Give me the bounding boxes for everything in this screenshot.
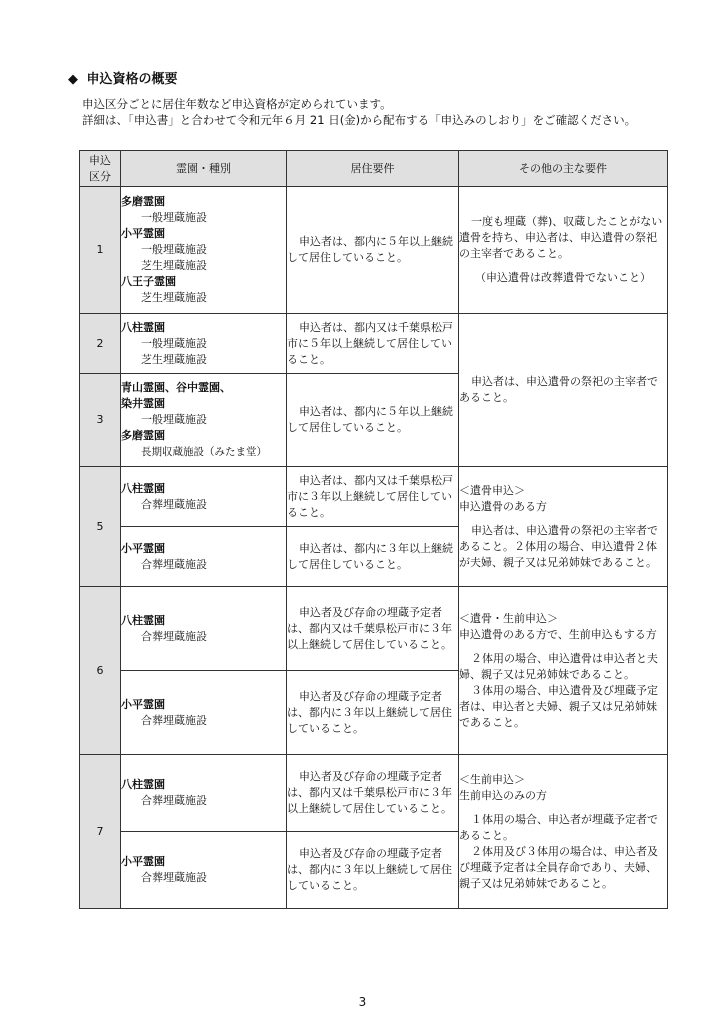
cemetery-cell: 青山霊園、谷中霊園、 染井霊園 一般埋蔵施設 多磨霊園 長期収蔵施設（みたま堂） xyxy=(121,374,287,467)
requirements-table xyxy=(79,150,668,909)
table-row xyxy=(80,314,668,374)
other-cell-shared: 申込者は、申込遺骨の祭祀の主宰者であること。 xyxy=(459,314,668,467)
intro-text xyxy=(66,96,666,128)
residence-cell: 申込者は、都内又は千葉県松戸市に３年以上継続して居住していること。 xyxy=(287,467,459,527)
other-cell: ＜生前申込＞ 生前申込のみの方 １体用の場合、申込者が埋蔵予定者であること。 ２体用及び３体用の場合は、申込者及び埋蔵予定者は全員存命であり、夫婦、親子又は兄弟姉妹であること。 xyxy=(459,755,668,909)
section-title: 申込資格の概要 xyxy=(86,72,178,87)
other-cell: ＜遺骨申込＞ 申込遺骨のある方 申込者は、申込遺骨の祭祀の主宰者であること。２体用の場合、申込遺骨２体が夫婦、親子又は兄弟姉妹であること。 xyxy=(459,467,668,587)
header-cemetery: 霊園・種別 xyxy=(121,151,287,187)
table-row xyxy=(80,187,668,314)
table-header-row xyxy=(80,151,668,187)
residence-cell: 申込者及び存命の埋蔵予定者は、都内又は千葉県松戸市に３年以上継続して居住していること。 xyxy=(287,587,459,671)
cemetery-cell: 小平霊園 合葬埋蔵施設 xyxy=(121,671,287,755)
row-number: 5 xyxy=(80,467,121,587)
row-number: 3 xyxy=(80,374,121,467)
section-heading xyxy=(68,68,178,87)
cemetery-cell: 八柱霊園 合葬埋蔵施設 xyxy=(121,587,287,671)
intro-line-1: 申込区分ごとに居住年数など申込資格が定められています。 xyxy=(82,97,392,111)
header-other: その他の主な要件 xyxy=(459,151,668,187)
intro-line-2: 詳細は、「申込書」と合わせて令和元年６月 21 日(金)から配布する「申込みのしおり」をご確認ください。 xyxy=(82,113,637,127)
row-number: 2 xyxy=(80,314,121,374)
row-number: 6 xyxy=(80,587,121,755)
residence-cell: 申込者は、都内又は千葉県松戸市に５年以上継続して居住していること。 xyxy=(287,314,459,374)
table-row xyxy=(80,587,668,671)
cemetery-cell: 八柱霊園 合葬埋蔵施設 xyxy=(121,467,287,527)
row-number: 1 xyxy=(80,187,121,314)
residence-cell: 申込者は、都内に５年以上継続して居住していること。 xyxy=(287,187,459,314)
cemetery-cell: 多磨霊園 一般埋蔵施設 小平霊園 一般埋蔵施設 芝生埋蔵施設 八王子霊園 芝生埋蔵施設 xyxy=(121,187,287,314)
cemetery-cell: 小平霊園 合葬埋蔵施設 xyxy=(121,527,287,587)
header-residence: 居住要件 xyxy=(287,151,459,187)
residence-cell: 申込者は、都内に３年以上継続して居住していること。 xyxy=(287,527,459,587)
residence-cell: 申込者及び存命の埋蔵予定者は、都内又は千葉県松戸市に３年以上継続して居住していること。 xyxy=(287,755,459,832)
table-row xyxy=(80,467,668,527)
table-row xyxy=(80,755,668,832)
residence-cell: 申込者及び存命の埋蔵予定者は、都内に３年以上継続して居住していること。 xyxy=(287,671,459,755)
header-category: 申込 区分 xyxy=(80,151,121,187)
residence-cell: 申込者及び存命の埋蔵予定者は、都内に３年以上継続して居住していること。 xyxy=(287,832,459,909)
cemetery-cell: 八柱霊園 合葬埋蔵施設 xyxy=(121,755,287,832)
diamond-icon: ◆ xyxy=(68,72,78,87)
page-number: 3 xyxy=(358,995,367,1009)
other-cell: ＜遺骨・生前申込＞ 申込遺骨のある方で、生前申込もする方 ２体用の場合、申込遺骨は申込者と夫婦、親子又は兄弟姉妹であること。 ３体用の場合、申込遺骨及び埋蔵予定者は、申込者と夫婦、親子又は兄弟姉妹であること。 xyxy=(459,587,668,755)
row-number: 7 xyxy=(80,755,121,909)
other-cell: 一度も埋蔵（葬)、収蔵したことがない遺骨を持ち、申込者は、申込遺骨の祭祀の主宰者であること。 （申込遺骨は改葬遺骨でないこと） xyxy=(459,187,668,314)
cemetery-cell: 八柱霊園 一般埋蔵施設 芝生埋蔵施設 xyxy=(121,314,287,374)
residence-cell: 申込者は、都内に５年以上継続して居住していること。 xyxy=(287,374,459,467)
cemetery-cell: 小平霊園 合葬埋蔵施設 xyxy=(121,832,287,909)
